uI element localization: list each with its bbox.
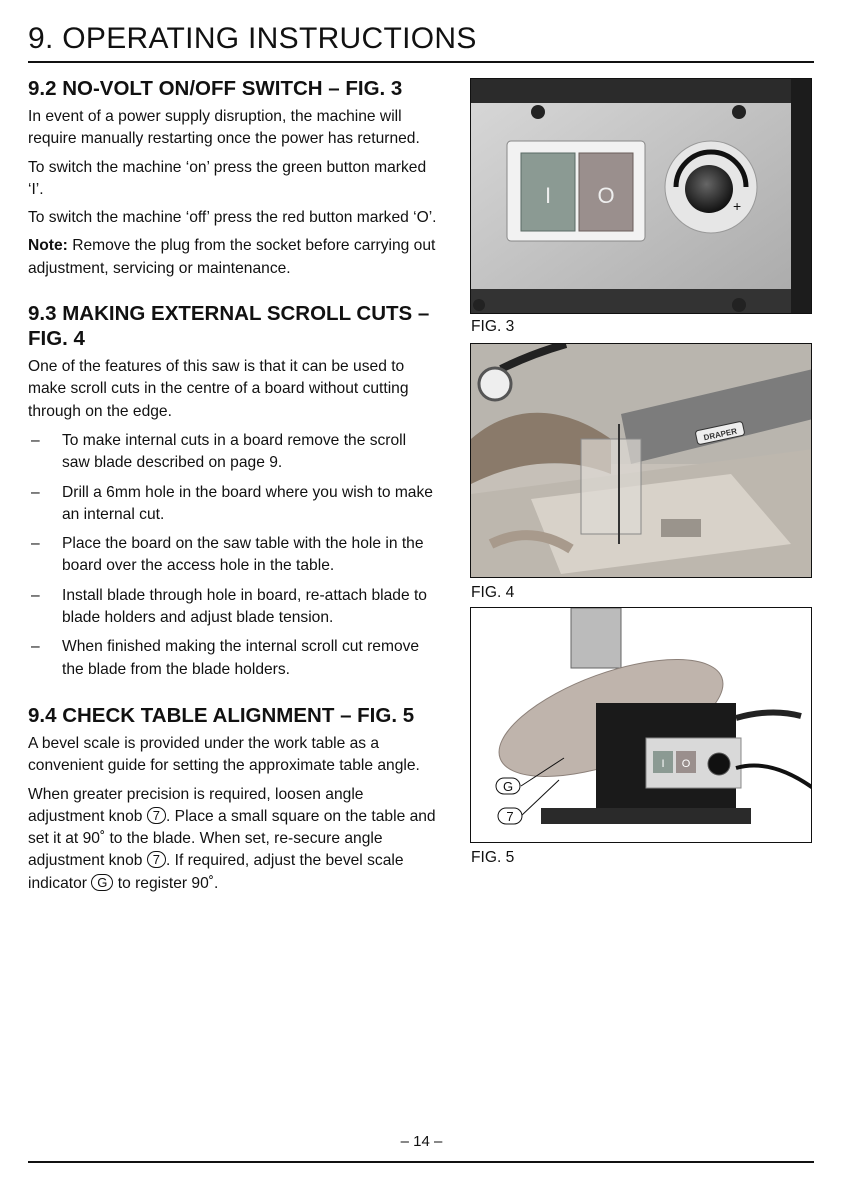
list-item-text: Drill a 6mm hole in the board where you wish to make an internal cut. (62, 483, 433, 523)
dash: – (31, 638, 40, 656)
brand-label: DRAPER (702, 426, 738, 443)
figure-3-switch-photo (470, 78, 812, 314)
text-run: . Place a small square on the table and set it at 90˚ to the blade. When set, re-secure angle adjustment knob (28, 807, 436, 870)
figure-3-caption: FIG. 3 (471, 318, 515, 335)
figure-4-caption: FIG. 4 (471, 584, 515, 601)
dash: – (31, 586, 40, 604)
plus-label: + (733, 198, 742, 214)
figure-4-scroll-cut-photo (470, 343, 812, 578)
list-item (28, 585, 438, 630)
note-label: Note: (28, 237, 68, 255)
list-item (28, 482, 438, 527)
list-item-text: When finished making the internal scroll cut remove the blade from the blade holders. (62, 638, 420, 678)
list-item-text: To make internal cuts in a board remove the scroll saw blade described on page 9. (62, 431, 407, 472)
list-item-text: Place the board on the saw table with the hole in the board over the access hole in the table. (62, 535, 424, 575)
on-button-label: I (544, 183, 552, 208)
page-title: 9. OPERATING INSTRUCTIONS (28, 22, 477, 55)
text-run: . If required, adjust the bevel scale indicator (28, 852, 404, 892)
instruction-list (28, 430, 438, 681)
paragraph: In event of a power supply disruption, the machine will require manually restarting once the power has returned. (28, 108, 420, 148)
note-paragraph (28, 235, 438, 280)
callout-g: G (502, 779, 514, 794)
dash: – (31, 535, 40, 553)
list-item (28, 533, 438, 578)
page-number: – 14 – (400, 1133, 443, 1150)
dash: – (31, 483, 40, 501)
list-item-text: Install blade through hole in board, re-attach blade to blade holders and adjust blade tension. (62, 586, 427, 627)
callout-7: 7 (506, 809, 514, 824)
figure-5-caption: FIG. 5 (471, 849, 515, 866)
figure-5-table-alignment-photo (470, 607, 812, 843)
section-heading-9-4: 9.4 CHECK TABLE ALIGNMENT – FIG. 5 (28, 703, 415, 727)
main-column (28, 76, 438, 895)
off-button-label: O (681, 758, 691, 770)
paragraph (28, 784, 438, 895)
paragraph: To switch the machine ‘off’ press the red button marked ‘O’. (28, 209, 437, 227)
section-heading-9-3: 9.3 MAKING EXTERNAL SCROLL CUTS – FIG. 4 (28, 302, 430, 351)
list-item (28, 636, 438, 681)
paragraph: One of the features of this saw is that it can be used to make scroll cuts in the centre of a board without cutting through on the edge. (28, 358, 409, 420)
section-heading-9-2: 9.2 NO-VOLT ON/OFF SWITCH – FIG. 3 (28, 77, 403, 100)
paragraph: A bevel scale is provided under the work table as a convenient guide for setting the approximate table angle. (28, 734, 420, 775)
callout-ref-7: 7 (147, 807, 166, 824)
text-run: When greater precision is required, loosen angle adjustment knob (28, 785, 364, 825)
dash: – (31, 431, 40, 449)
footer-rule (28, 1161, 814, 1163)
callout-ref-7: 7 (147, 851, 166, 868)
paragraph: To switch the machine ‘on’ press the green button marked ‘I’. (28, 158, 427, 198)
note-text: Remove the plug from the socket before carrying out adjustment, servicing or maintenance. (28, 237, 436, 277)
off-button-label: O (597, 183, 615, 208)
text-run: to register 90˚. (113, 874, 219, 892)
callout-ref-g: G (91, 874, 113, 891)
title-rule (28, 61, 814, 63)
on-button-label: I (661, 758, 665, 770)
list-item (28, 430, 438, 475)
